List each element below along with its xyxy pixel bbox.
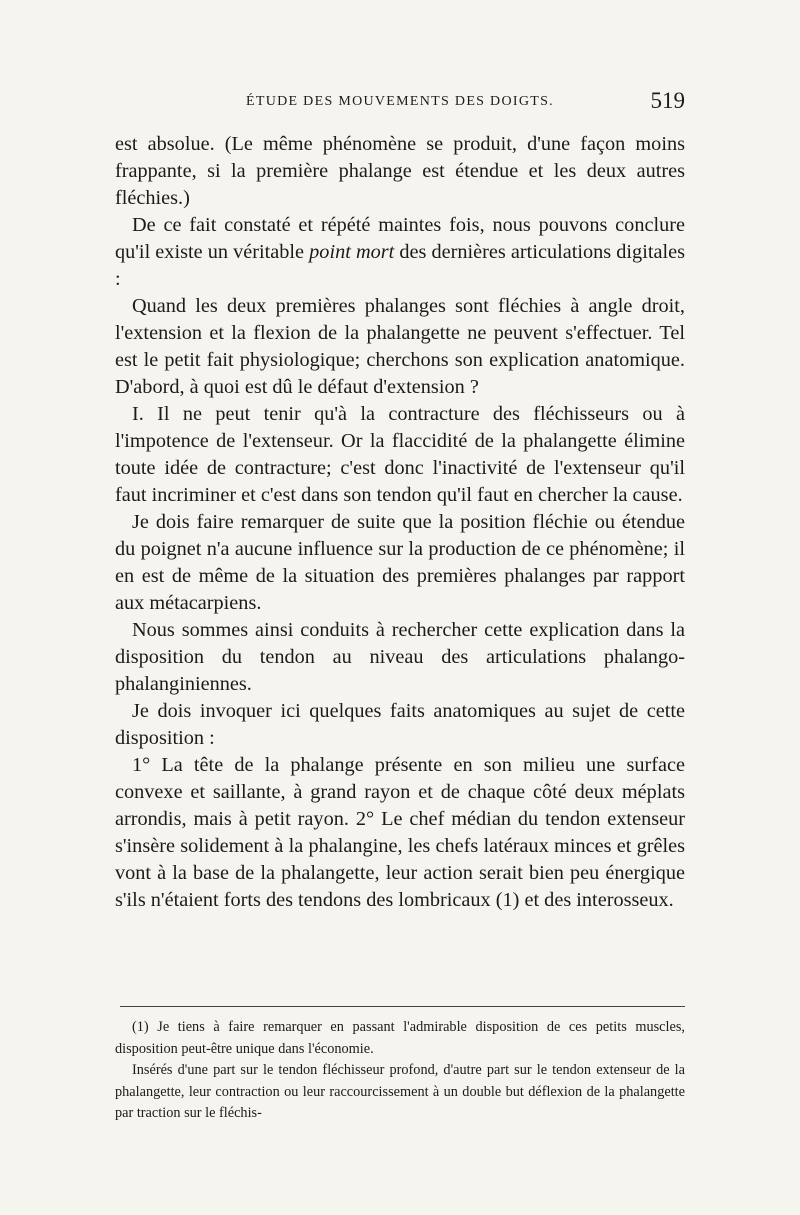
paragraph-8: 1° La tête de la phalange présente en son milieu une surface convexe et saillante, à grand rayon et de chaque côté deux méplats arrondis, mais à petit rayon. 2° Le chef médian du tendon extenseur s'insère solidement à la phalangine, les chefs latéraux minces et grêles vont à la base de la phalangette, leur action serait bien peu énergique s'ils n'étaient forts des tendons des lombricaux (1) et des interosseux. — [115, 754, 685, 911]
paragraph-7: Je dois invoquer ici quelques faits anatomiques au sujet de cette disposition : — [115, 700, 685, 749]
point-mort-emphasis: point mort — [309, 241, 395, 263]
paragraph-5: Je dois faire remarquer de suite que la position fléchie ou étendue du poignet n'a aucune influence sur la production de ce phénomène; il en est de même de la situation des premières phalanges par rapport aux métacarpiens. — [115, 511, 685, 614]
running-title: ÉTUDE DES MOUVEMENTS DES DOIGTS. — [246, 94, 554, 109]
footnote-1: (1) Je tiens à faire remarquer en passant l'admirable disposition de ces petits muscles, disposition peut-être unique dans l'économie. — [115, 1019, 685, 1057]
paragraph-2-before: De ce fait constaté et répété maintes fois, nous pouvons conclure qu'il existe un véritable — [115, 214, 685, 263]
paragraph-4: I. Il ne peut tenir qu'à la contracture des fléchisseurs ou à l'impotence de l'extenseur. Or la flaccidité de la phalangette élimine toute idée de contracture; c'est donc l'inactivité de l'extenseur qu'il faut incriminer et c'est dans son tendon qu'il faut en chercher la cause. — [115, 403, 685, 506]
body-text — [115, 131, 685, 914]
footnote-divider — [120, 1006, 685, 1007]
page-header — [115, 88, 685, 118]
paragraph-6: Nous sommes ainsi conduits à rechercher cette explication dans la disposition du tendon au niveau des articulations phalango-phalanginiennes. — [115, 619, 685, 695]
footnotes — [115, 1017, 685, 1125]
page-number: 519 — [650, 88, 685, 113]
paragraph-3: Quand les deux premières phalanges sont fléchies à angle droit, l'extension et la flexion de la phalangette ne peuvent s'effectuer. Tel est le petit fait physiologique; cherchons son explication anatomique. D'abord, à quoi est dû le défaut d'extension ? — [115, 295, 685, 398]
paragraph-1: est absolue. (Le même phénomène se produit, d'une façon moins frappante, si la première phalange est étendue et les deux autres fléchies.) — [115, 133, 685, 209]
paragraph-2-after: des dernières articulations digitales : — [115, 241, 685, 290]
footnote-2: Insérés d'une part sur le tendon fléchisseur profond, d'autre part sur le tendon extenseur de la phalangette, leur contraction ou leur raccourcissement à un double but déflexion de la phalangette par traction sur le fléchis- — [115, 1062, 685, 1121]
paragraph-2 — [115, 212, 685, 293]
